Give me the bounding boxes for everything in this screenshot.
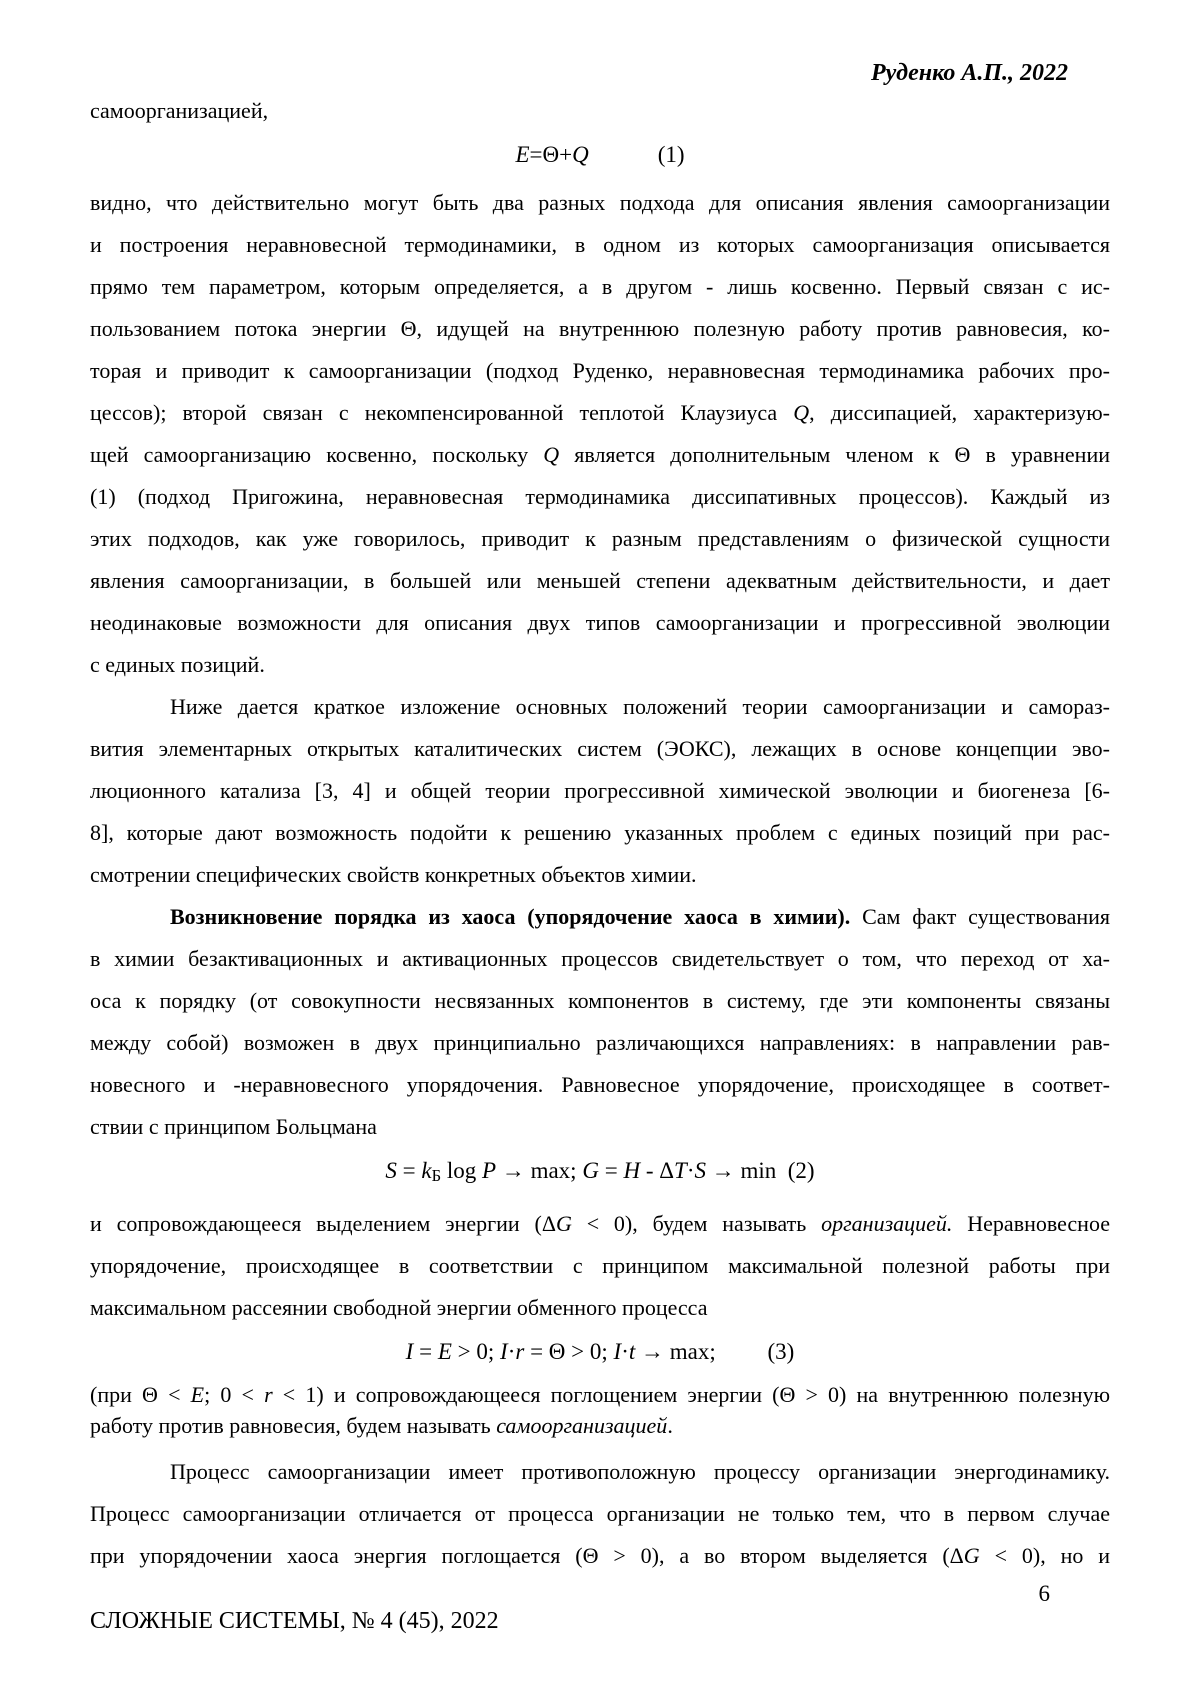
paragraph-two-approaches <box>90 182 1110 686</box>
equation-3: I = E > 0; I·r = Θ > 0; I·t → max; (3) <box>405 1338 795 1364</box>
paragraph-continuation-samoorg <box>90 90 1110 132</box>
text-line: и сопровождающееся выделением энергии (ΔG < 0), будем называть организацией. Неравновесное <box>90 1210 1110 1236</box>
paragraph-energodynamics <box>90 1451 1110 1577</box>
text-line: (1) (подход Пригожина, неравновесная термодинамика диссипативных процессов). Каждый из <box>90 484 1110 509</box>
text-line: (при Θ < E; 0 < r < 1) и сопровождающееся поглощением энергии (Θ > 0) на внутреннюю полезную <box>90 1381 1111 1407</box>
text-line: торая и приводит к самоорганизации (подход Руденко, неравновесная термодинамика рабочих про- <box>90 358 1110 383</box>
text-line: между собой) возможен в двух принципиально различающихся направлениях: в направлении рав- <box>90 1030 1110 1055</box>
paragraph-self-organization-def <box>90 1379 1110 1441</box>
text-line: и построения неравновесной термодинамики, в одном из которых самоорганизация описывается <box>90 232 1110 257</box>
text-line: самоорганизацией, <box>90 98 269 123</box>
journal-footer: СЛОЖНЫЕ СИСТЕМЫ, № 4 (45), 2022 <box>90 1608 499 1634</box>
equation-1: E=Θ+Q (1) <box>515 142 685 167</box>
text-line: ствии с принципом Больцмана <box>90 1114 377 1139</box>
text-line: вития элементарных открытых каталитических систем (ЭОКС), лежащих в основе концепции эво- <box>90 736 1110 761</box>
paragraph-order-from-chaos <box>90 896 1110 1148</box>
text-line: работу против равновесия, будем называть самоорганизацией. <box>90 1412 673 1438</box>
page-number: 6 <box>1038 1581 1050 1606</box>
text-line: Возникновение порядка из хаоса (упорядочение хаоса в химии). Сам факт существования <box>170 904 1111 929</box>
text-line: 8], которые дают возможность подойти к решению указанных проблем с единых позиций при рас- <box>90 820 1110 845</box>
paragraph-organization-def <box>90 1203 1110 1329</box>
text-line: неодинаковые возможности для описания двух типов самоорганизации и прогрессивной эволюции <box>90 610 1110 635</box>
text-line: максимальном рассеянии свободной энергии обменного процесса <box>90 1294 708 1320</box>
body-text <box>90 90 1110 1577</box>
text-line: цессов); второй связан с некомпенсированной теплотой Клаузиуса Q, диссипацией, характеризую- <box>90 400 1110 425</box>
text-line: пользованием потока энергии Θ, идущей на внутреннюю полезную работу против равновесия, ко- <box>90 316 1110 341</box>
text-line: явления самоорганизации, в большей или меньшей степени адекватным действительности, и дает <box>90 568 1110 593</box>
text-line: видно, что действительно могут быть два разных подхода для описания явления самоорганизации <box>90 190 1110 215</box>
text-line: Ниже дается краткое изложение основных положений теории самоорганизации и самораз- <box>170 694 1110 719</box>
text-line: при упорядочении хаоса энергия поглощается (Θ > 0), а во втором выделяется (ΔG < 0), но и <box>90 1542 1111 1568</box>
equation-2: S = kБ log P → max; G = H - ΔT·S → min (2) <box>385 1158 815 1185</box>
text-line: Процесс самоорганизации отличается от процесса организации не только тем, что в первом случае <box>90 1500 1110 1526</box>
text-line: смотрении специфических свойств конкретных объектов химии. <box>90 862 697 887</box>
paragraph-eoks-overview <box>90 686 1110 896</box>
author-header: Руденко А.П., 2022 <box>870 60 1068 86</box>
page-content <box>90 56 1110 1577</box>
text-line: Процесс самоорганизации имеет противоположную процессу организации энергодинамику. <box>170 1458 1110 1484</box>
text-line: оса к порядку (от совокупности несвязанных компонентов в систему, где эти компоненты связаны <box>90 988 1110 1013</box>
text-line: люционного катализа [3, 4] и общей теории прогрессивной химической эволюции и биогенеза [6- <box>90 778 1110 803</box>
text-line: с единых позиций. <box>90 652 265 677</box>
text-line: упорядочение, происходящее в соответствии с принципом максимальной полезной работы при <box>90 1252 1110 1278</box>
text-line: в химии безактивационных и активационных процессов свидетельствует о том, что переход от ха- <box>90 946 1110 971</box>
text-line: щей самоорганизацию косвенно, поскольку Q является дополнительным членом к Θ в уравнении <box>90 442 1110 467</box>
text-line: прямо тем параметром, которым определяется, а в другом - лишь косвенно. Первый связан с ис- <box>90 274 1110 299</box>
text-line: этих подходов, как уже говорилось, приводит к разным представлениям о физической сущности <box>90 526 1110 551</box>
text-line: новесного и -неравновесного упорядочения. Равновесное упорядочение, происходящее в соответ- <box>90 1072 1110 1097</box>
